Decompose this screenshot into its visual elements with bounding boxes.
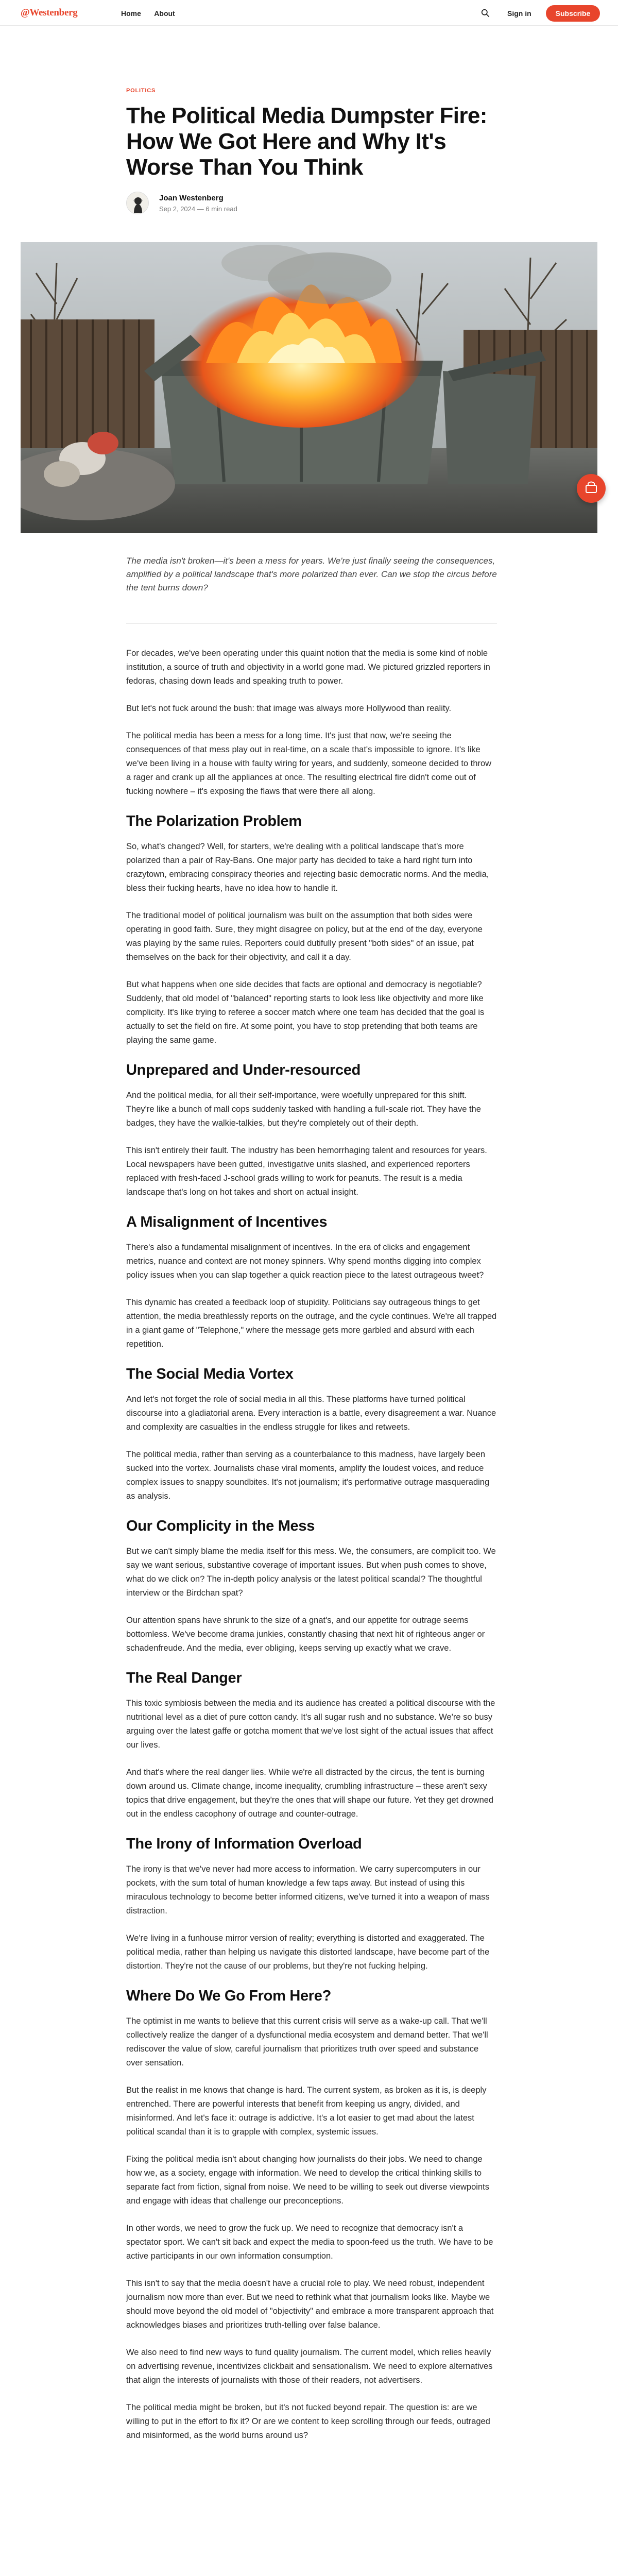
article-paragraph: But the realist in me knows that change is hard. The current system, as broken as it is, is deeply entrenched. There are powerful interests that benefit from keeping us angry, divided, and misinformed. And let's face it: outrage is addictive. It's a lot easier to get mad about the latest political scandal than it is to grapple with complex, systemic issues. <box>126 2086 487 2137</box>
post-header <box>126 88 497 214</box>
subscribe-button[interactable]: Subscribe <box>546 5 600 22</box>
nav-home[interactable]: Home <box>121 9 141 18</box>
read-time: 6 min read <box>205 205 237 213</box>
section-heading: Unprepared and Under-resourced <box>126 1062 361 1078</box>
nav-about[interactable]: About <box>154 9 175 18</box>
article-paragraph: The political media has been a mess for a long time. It's just that now, we're seeing the consequences of that mess play out in real-time, on a scale that's impossible to ignore. It's like we've been living in a house with faulty wiring for years, and suddenly, someone decided to throw a rager and crank up all the appliances at once. The resulting electrical fire didn't come out of fucking nowhere – it's exposing the flaws that were there all along. <box>126 731 492 796</box>
article-paragraph: Our attention spans have shrunk to the size of a gnat's, and our appetite for outrage seems bottomless. We've become drama junkies, constantly chasing that next hit of righteous anger or schadenfreude. And the media, ever obliging, keeps serving up exactly what we crave. <box>126 1616 485 1653</box>
post-excerpt: The media isn't broken—it's been a mess for years. We're just finally seeing the consequences, amplified by a political landscape that's more polarized than ever. Can we stop the circus before the tent burns down? <box>126 556 497 592</box>
article-paragraph: The political media might be broken, but it's not fucked beyond repair. The question is: are we willing to put in the effort to fix it? Or are we content to keep scrolling through our feeds, outraged and misinformed, as the world burns around us? <box>126 2403 490 2440</box>
article-paragraph: The optimist in me wants to believe that this current crisis will serve as a wake-up call. That we'll collectively realize the danger of a dysfunctional media ecosystem and demand better. That we'll rediscover the value of slow, careful journalism that prioritizes truth over speed and substance over sensation. <box>126 2016 488 2067</box>
section-heading: Where Do We Go From Here? <box>126 1988 332 2004</box>
article-paragraph: But what happens when one side decides that facts are optional and democracy is negotiable? Suddenly, that old model of "balanced" reporting starts to look less like objectivity and more like complicity. It's like trying to referee a soccer match where one team has decided that the goal is actually to set the field on fire. At some point, you have to stop pretending that both teams are playing the same game. <box>126 980 485 1045</box>
article-paragraph: In other words, we need to grow the fuck up. We need to recognize that democracy isn't a spectator sport. We can't sit back and expect the media to spoon-feed us the truth. We have to be active participants in our own information consumption. <box>126 2224 493 2261</box>
article-paragraph: This isn't to say that the media doesn't have a crucial role to play. We need robust, independent journalism now more than ever. But we need to rethink what that journalism looks like. Maybe we should move beyond the old model of "objectivity" and embrace a more transparent approach that acknowledges biases and prioritizes truth-telling over false balance. <box>126 2279 494 2330</box>
share-icon <box>577 474 606 503</box>
article-paragraph: And let's not forget the role of social media in all this. These platforms have turned political discourse into a gladiatorial arena. Every interaction is a battle, every disagreement a war. Nuance and complexity are casualties in the endless struggle for likes and retweets. <box>126 1395 496 1432</box>
article-paragraph: But let's not fuck around the bush: that image was always more Hollywood than reality. <box>126 704 452 713</box>
divider <box>126 623 497 624</box>
article-paragraph: This dynamic has created a feedback loop of stupidity. Politicians say outrageous things to get attention, the media breathlessly reports on the outrage, and the cycle continues. We're all trapped in a giant game of "Telephone," where the message gets more garbled and absurd with each repetition. <box>126 1298 497 1349</box>
section-heading: Our Complicity in the Mess <box>126 1518 315 1534</box>
article-paragraph: There's also a fundamental misalignment of incentives. In the era of clicks and engagement metrics, nuance and context are not money spinners. Why spend months digging into complex policy issues when you can slap together a quick reaction piece to the latest outrageous tweet? <box>126 1243 484 1280</box>
article-paragraph: We're living in a funhouse mirror version of reality; everything is distorted and exaggerated. The political media, rather than helping us navigate this distorted landscape, have become part of the distortion. They're not the cause of our problems, but they're not fucking helping. <box>126 1934 490 1971</box>
section-heading: A Misalignment of Incentives <box>126 1214 328 1230</box>
section-heading: The Irony of Information Overload <box>126 1836 362 1852</box>
post-title: The Political Media Dumpster Fire: How We Got Here and Why It's Worse Than You Think <box>126 103 487 180</box>
search-icon[interactable] <box>481 9 490 18</box>
section-heading: The Polarization Problem <box>126 813 302 829</box>
article-paragraph: Fixing the political media isn't about changing how journalists do their jobs. We need to change how we, as a society, engage with information. We need to develop the critical thinking skills to separate fact from fiction, signal from noise. We need to be willing to seek out diverse viewpoints and engage with ideas that challenge our preconceptions. <box>126 2155 489 2206</box>
article-paragraph: And the political media, for all their self-importance, were woefully unprepared for this shift. They're like a bunch of mall cops suddenly tasked with handling a full-scale riot. They have the badges, they have the walkie-talkies, but they're completely out of their depth. <box>126 1091 481 1128</box>
post-date: Sep 2, 2024 <box>159 205 196 213</box>
article-paragraph: The traditional model of political journalism was built on the assumption that both sides were operating in good faith. Sure, they might disagree on policy, but at the end of the day, everyone was playing by the same rules. Reporters could dutifully present "both sides" of an issue, pat themselves on the back for their objectivity, and call it a day. <box>126 911 483 962</box>
floating-action-button[interactable] <box>577 474 606 503</box>
site-header <box>0 0 618 26</box>
author-name[interactable]: Joan Westenberg <box>159 194 224 202</box>
post-tag[interactable]: POLITICS <box>126 88 156 94</box>
article-paragraph: This toxic symbiosis between the media and its audience has created a political discourse with the nutritional level as a diet of pure cotton candy. It's all sugar rush and no substance. We're so busy arguing over the latest gaffe or gotcha moment that we've lost sight of the actual issues that affect our lives. <box>126 1699 495 1750</box>
article-paragraph: So, what's changed? Well, for starters, we're dealing with a political landscape that's more polarized than a pair of Ray-Bans. One major party has decided to take a hard right turn into crazytown, embracing conspiracy theories and rejecting basic democratic norms. And the media, bless their fucking hearts, have no idea how to handle it. <box>126 842 489 893</box>
section-heading: The Social Media Vortex <box>126 1366 294 1382</box>
dumpster-fire-image <box>21 242 597 533</box>
post-meta <box>159 205 237 213</box>
hero-image <box>21 242 597 533</box>
main-nav <box>121 9 186 18</box>
article-paragraph: And that's where the real danger lies. While we're all distracted by the circus, the tent is burning down around us. Climate change, income inequality, crumbling infrastructure – these aren't sexy topics that drive engagement, but they're the ones that will shape our future. Yet they get drowned out in the endless cacophony of outrage and counter-outrage. <box>126 1768 494 1819</box>
article-paragraph: This isn't entirely their fault. The industry has been hemorrhaging talent and resources for years. Local newspapers have been gutted, investigative units slashed, and experienced reporters replaced with fresh-faced J-school grads willing to work for peanuts. The result is a media landscape that's long on hot takes and short on actual insight. <box>126 1146 487 1197</box>
author-row <box>126 192 497 214</box>
site-logo[interactable]: @Westenberg <box>21 7 78 18</box>
section-heading: The Real Danger <box>126 1670 242 1686</box>
article-paragraph: For decades, we've been operating under this quaint notion that the media is some kind of noble institution, a source of truth and objectivity in a world gone mad. We pictured grizzled reporters in fedoras, chasing down leads and speaking truth to power. <box>126 649 490 686</box>
article-body <box>126 647 497 2456</box>
signin-link[interactable]: Sign in <box>507 9 531 18</box>
article-paragraph: We also need to find new ways to fund quality journalism. The current model, which relies heavily on advertising revenue, incentivizes clickbait and sensationalism. We need to explore alternatives that align the interests of journalists with those of their readers, not advertisers. <box>126 2348 493 2385</box>
author-avatar[interactable] <box>126 192 149 214</box>
article-paragraph: The political media, rather than serving as a counterbalance to this madness, have largely been sucked into the vortex. Journalists chase viral moments, amplify the loudest voices, and reduce complex issues to snappy soundbites. It's not journalism; it's performative outrage masquerading as analysis. <box>126 1450 490 1501</box>
article-paragraph: The irony is that we've never had more access to information. We carry supercomputers in our pockets, with the sum total of human knowledge a few taps away. But instead of using this miraculous technology to become better informed citizens, we've turned it into a weapon of mass distraction. <box>126 1865 490 1916</box>
meta-separator: — <box>197 205 206 213</box>
article-paragraph: But we can't simply blame the media itself for this mess. We, the consumers, are complicit too. We say we want serious, substantive coverage of important issues. But when push comes to shove, what do we click on? The in-depth policy analysis or the latest political scandal? The thoughtful interview or the Birdchan spat? <box>126 1547 496 1598</box>
